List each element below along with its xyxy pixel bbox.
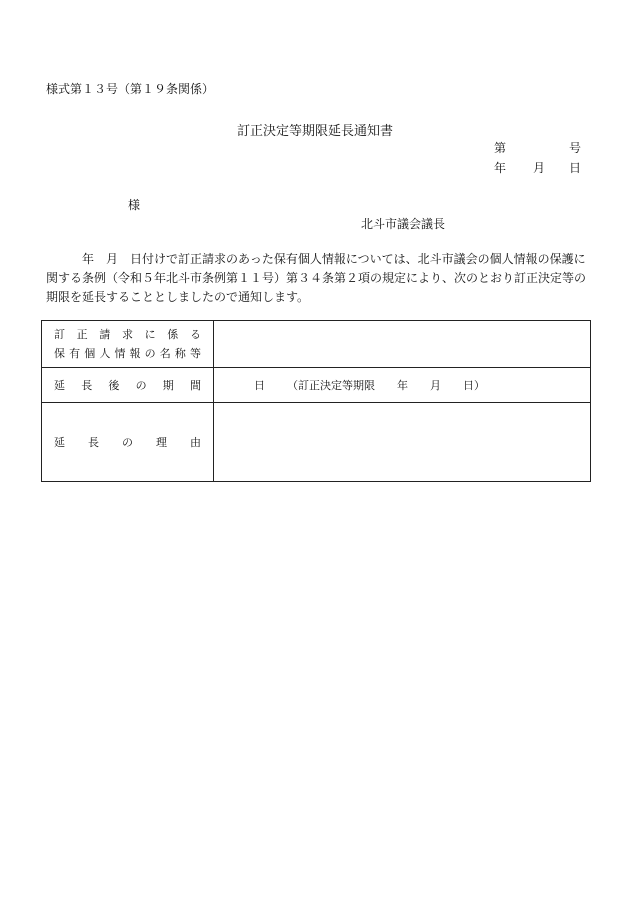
label-extended-period: 延 長 後 の 期 間 xyxy=(42,368,214,403)
table-row-extended-period xyxy=(42,368,591,403)
date-day-label: 日 xyxy=(569,161,582,175)
document-title: 訂正決定等期限延長通知書 xyxy=(236,124,393,139)
value-extension-reason[interactable] xyxy=(214,403,591,482)
notice-table xyxy=(41,320,591,482)
label-extension-reason: 延 長 の 理 由 xyxy=(42,403,214,482)
label-correction-info xyxy=(42,321,214,368)
table-row-correction-info xyxy=(42,321,591,368)
period-deadline-close: 日） xyxy=(463,379,485,392)
form-number: 様式第１３号（第１９条関係） xyxy=(46,82,215,96)
notice-body-text: 年 月 日付けで訂正請求のあった保有個人情報については、北斗市議会の個人情報の保護に関する条例（令和５年北斗市条例第１１号）第３４条第２項の規定により、次のとおり訂正決定等の期限を延長することとしましたので通知します。 xyxy=(46,252,587,304)
period-day: 日 xyxy=(254,379,265,392)
date-year-label: 年 xyxy=(494,161,507,175)
period-month: 月 xyxy=(430,379,441,392)
date-month-label: 月 xyxy=(533,161,546,175)
addressee-suffix: 様 xyxy=(128,198,141,212)
value-extended-period[interactable] xyxy=(214,368,591,403)
sender-title: 北斗市議会議長 xyxy=(361,217,446,231)
period-deadline-open: （訂正決定等期限 xyxy=(287,379,375,392)
label-line-1: 訂 正 請 求 に 係 る xyxy=(54,328,201,341)
period-year: 年 xyxy=(397,379,408,392)
document-number-label: 第 xyxy=(494,141,507,155)
document-number-suffix: 号 xyxy=(569,141,582,155)
label-line-2: 保 有 個 人 情 報 の 名 称 等 xyxy=(54,347,201,360)
value-correction-info[interactable] xyxy=(214,321,591,368)
table-row-extension-reason xyxy=(42,403,591,482)
